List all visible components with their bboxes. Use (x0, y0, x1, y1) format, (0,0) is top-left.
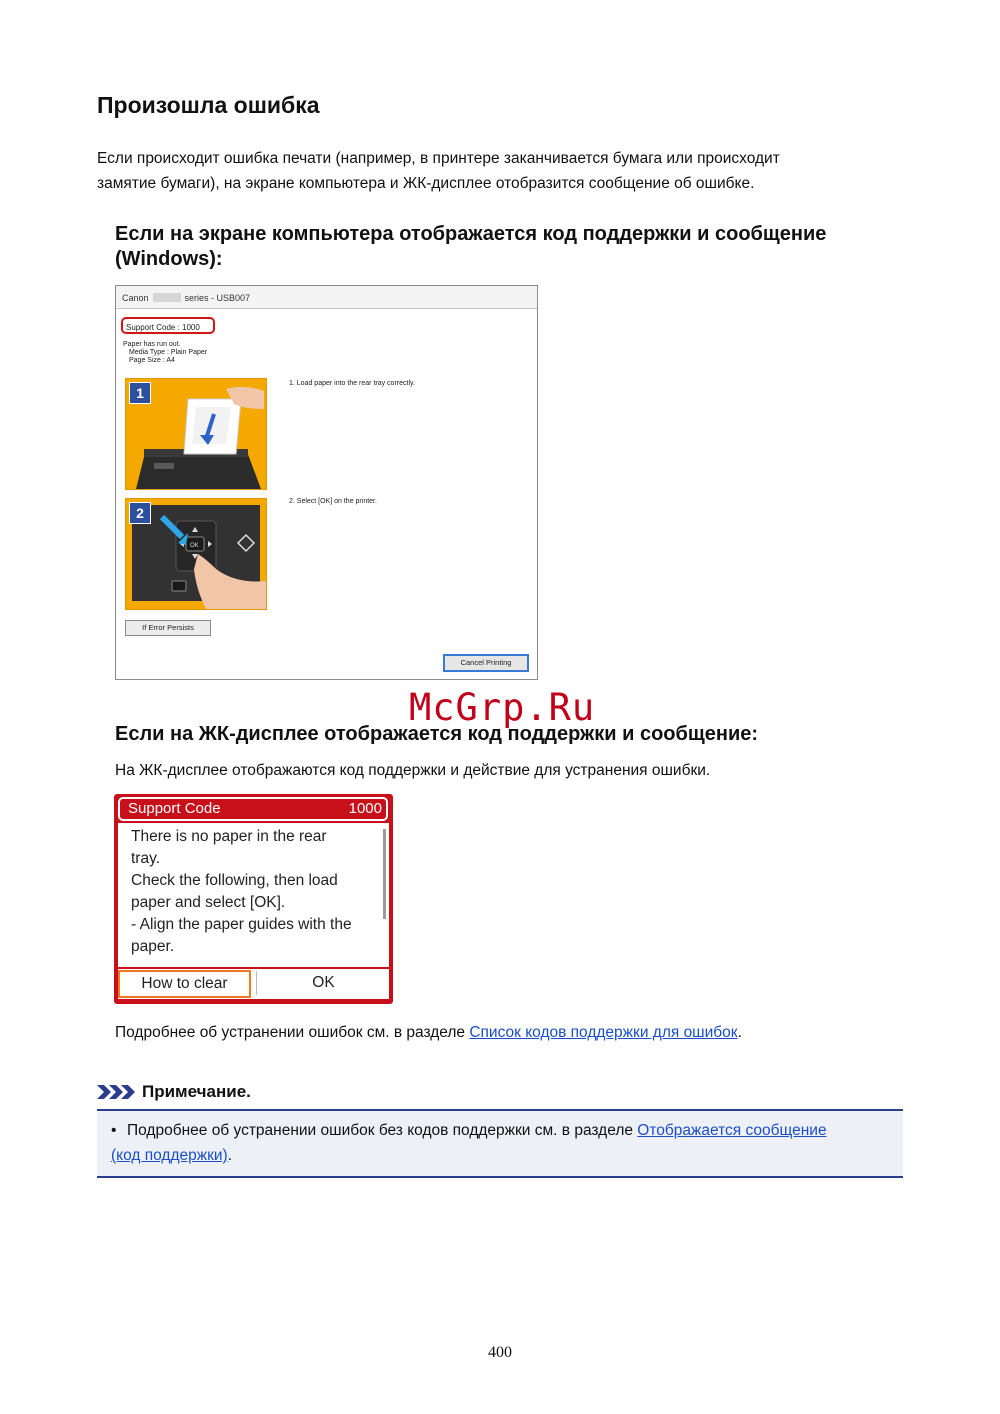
blurred-model-name (153, 293, 181, 302)
windows-error-dialog (115, 285, 538, 680)
dialog-body (116, 308, 537, 679)
note-text: Подробнее об устранении ошибок без кодов поддержки см. в разделе (127, 1122, 638, 1139)
lcd-message-line: There is no paper in the rear (131, 828, 327, 845)
dialog-title-left: Canon (122, 293, 149, 303)
lcd-message-line: - Align the paper guides with the (131, 916, 352, 933)
error-line: Page Size : A4 (129, 357, 175, 364)
note-suffix: . (227, 1147, 233, 1164)
watermark: McGrp.Ru (409, 686, 596, 729)
section-windows-title-line-1: Если на экране компьютера отображается код поддержки и сообщение (115, 223, 827, 245)
page-number: 400 (488, 1344, 512, 1361)
error-details (123, 341, 207, 365)
dialog-titlebar (122, 293, 250, 303)
step-1-text: 1. Load paper into the rear tray correctly. (289, 380, 415, 387)
lcd-header (118, 797, 388, 821)
step-2-text: 2. Select [OK] on the printer. (289, 498, 377, 505)
cancel-printing-button[interactable]: Cancel Printing (443, 654, 529, 672)
if-error-persists-button[interactable]: If Error Persists (125, 620, 211, 636)
message-displayed-link-continued[interactable]: (код поддержки) (111, 1147, 228, 1164)
step-2-illustration (125, 498, 267, 610)
support-code-box: Support Code : 1000 (121, 317, 215, 334)
lcd-message-line: tray. (131, 850, 160, 867)
message-displayed-link[interactable]: Отображается сообщение (637, 1122, 827, 1139)
note-box (97, 1109, 903, 1178)
lcd-button-bar (118, 969, 389, 999)
intro-line-1: Если происходит ошибка печати (например, в принтере заканчивается бумага или происходит (97, 150, 780, 167)
section-windows-title (115, 222, 826, 272)
intro-line-2: замятие бумаги), на экране компьютера и ЖК-дисплее отобразится сообщение об ошибке. (97, 175, 755, 192)
how-to-clear-button[interactable]: How to clear (118, 970, 251, 998)
dialog-title-right: series - USB007 (184, 293, 251, 303)
note-item (111, 1118, 891, 1168)
note-heading-text: Примечание. (142, 1082, 251, 1101)
lcd-support-code-label: Support Code (128, 800, 221, 817)
page-title: Произошла ошибка (97, 92, 320, 118)
error-line: Paper has run out. (123, 341, 181, 348)
lcd-screen (114, 794, 393, 1004)
ok-key-label: OK (190, 543, 199, 549)
details-suffix: . (737, 1024, 742, 1041)
lcd-support-code-value: 1000 (348, 800, 382, 817)
note-bullet: • (111, 1122, 117, 1139)
section-windows-title-line-2: (Windows): (115, 248, 223, 270)
lcd-scrollbar[interactable] (383, 829, 386, 919)
step-2-number: 2 (129, 502, 151, 524)
intro-paragraph (97, 146, 897, 196)
lcd-message-area (118, 823, 389, 967)
step-1-number: 1 (129, 382, 151, 404)
step-1-illustration (125, 378, 267, 490)
lcd-message-line: Check the following, then load (131, 872, 338, 889)
error-line: Media Type : Plain Paper (129, 349, 208, 356)
support-codes-list-link[interactable]: Список кодов поддержки для ошибок (469, 1024, 738, 1041)
section-lcd-description: На ЖК-дисплее отображаются код поддержки и действие для устранения ошибки. (115, 762, 711, 779)
ok-button[interactable]: OK (256, 971, 390, 995)
note-heading (97, 1082, 251, 1102)
lcd-message-line: paper and select [OK]. (131, 894, 286, 911)
details-paragraph (115, 1021, 742, 1045)
lcd-message (131, 826, 381, 958)
lcd-message-line: paper. (131, 938, 175, 955)
section-lcd-title: Если на ЖК-дисплее отображается код поддержки и сообщение: (115, 723, 759, 745)
note-arrows-icon (97, 1085, 137, 1099)
details-prefix: Подробнее об устранении ошибок см. в разделе (115, 1024, 470, 1041)
